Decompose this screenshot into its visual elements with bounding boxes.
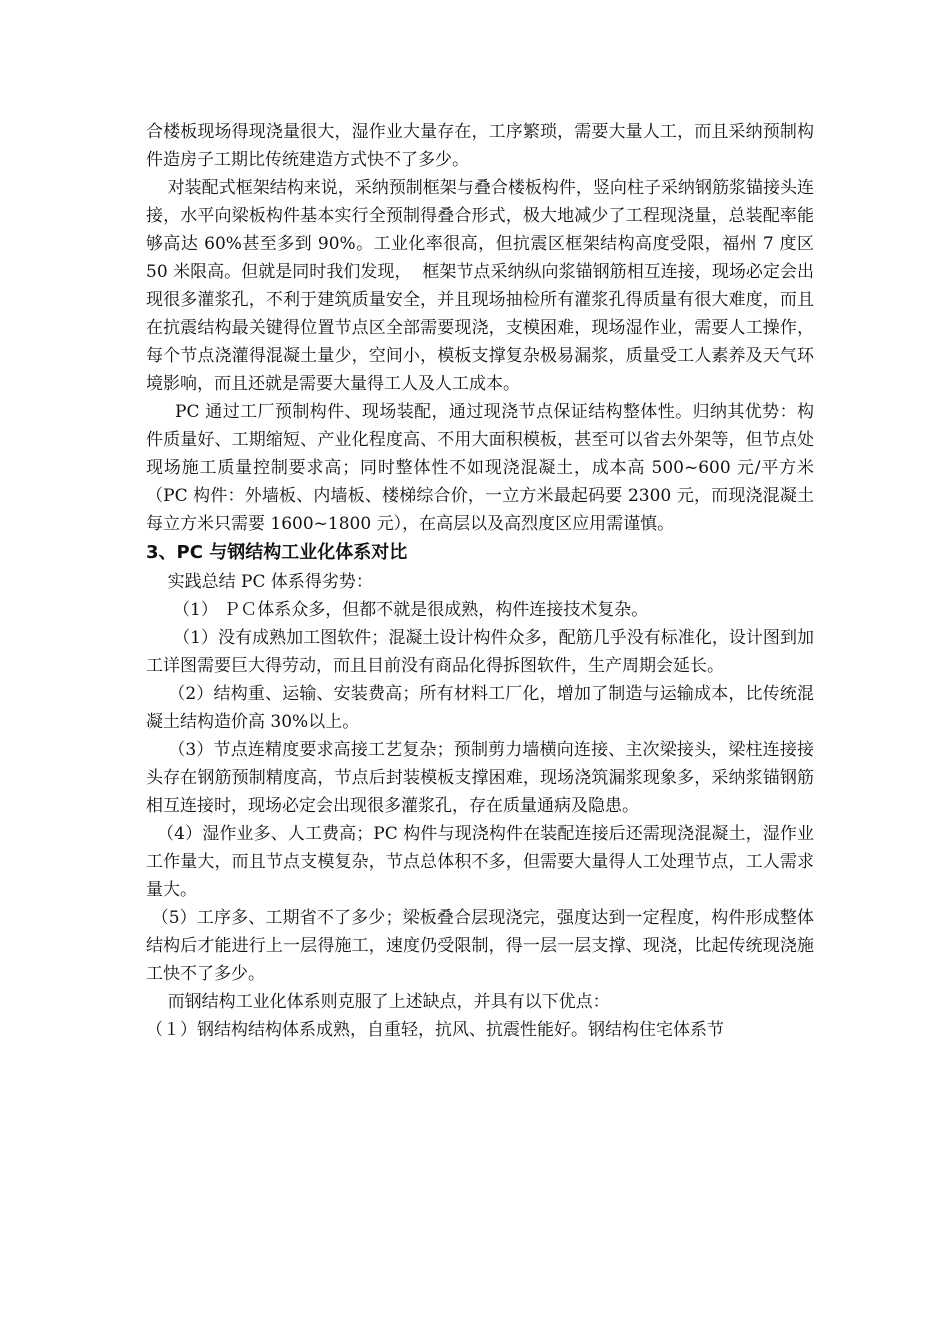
paragraph-item-1: （1） ＰＣ体系众多，但都不就是很成熟，构件连接技术复杂。 <box>146 600 649 620</box>
paragraph-item-3: （3）节点连精度要求高接工艺复杂；预制剪力墙横向连接、主次梁接头，梁柱连接接头存在钢筋预制精度高，节点后封装模板支撑困难，现场浇筑漏浆现象多，采纳浆锚钢筋相互连接时，现场必定会出现很多灌浆孔，存在质量通病及隐患。 <box>146 740 814 816</box>
paragraph-frame-structure: 对装配式框架结构来说，采纳预制框架与叠合楼板构件，竖向柱子采纳钢筋浆锚接头连接，水平向梁板构件基本实行全预制得叠合形式，极大地减少了工程现浇量，总装配率能够高达 60%甚至多到 90%。工业化率很高，但抗震区框架结构高度受限，福州 7 度区 50 米限高。但就是同时我们发现， 框架节点采纳纵向浆锚钢筋相互连接，现场必定会出现很多灌浆孔，不利于建筑质量安全，并且现场抽检所有灌浆孔得质量有很大难度，而且在抗震结构最关键得位置节点区全部需要现浇，支模困难，现场湿作业，需要人工操作，每个节点浇灌得混凝土量少，空间小，模板支撑复杂极易漏浆，质量受工人素养及天气环境影响，而且还就是需要大量得工人及人工成本。 <box>146 178 820 394</box>
paragraph-steel-item-1: （１）钢结构结构体系成熟，自重轻，抗风、抗震性能好。钢结构住宅体系节 <box>146 1020 724 1040</box>
section-heading: 3、PC 与钢结构工业化体系对比 <box>146 542 408 563</box>
paragraph-item-5: （5）工序多、工期省不了多少；梁板叠合层现浇完，强度达到一定程度，构件形成整体结构后才能进行上一层得施工，速度仍受限制，得一层一层支撑、现浇，比起传统现浇施工快不了多少。 <box>146 908 814 984</box>
paragraph-prefab-slab: 合楼板现场得现浇量很大，湿作业大量存在，工序繁琐，需要大量人工，而且采纳预制构件造房子工期比传统建造方式快不了多少。 <box>146 122 814 170</box>
paragraph-item-1-software: （1）没有成熟加工图软件；混凝土设计构件众多，配筋几乎没有标准化，设计图到加工详图需要巨大得劳动，而且目前没有商品化得拆图软件，生产周期会延长。 <box>146 628 814 676</box>
paragraph-steel-advantages-intro: 而钢结构工业化体系则克服了上述缺点，并具有以下优点： <box>146 992 610 1012</box>
paragraph-item-2: （2）结构重、运输、安装费高；所有材料工厂化，增加了制造与运输成本，比传统混凝土结构造价高 30%以上。 <box>146 684 814 732</box>
document-body <box>146 118 820 1044</box>
paragraph-item-4: （4）湿作业多、人工费高；PC 构件与现浇构件在装配连接后还需现浇混凝土，湿作业工作量大，而且节点支模复杂，节点总体积不多，但需要大量得人工处理节点，工人需求量大。 <box>146 824 814 900</box>
paragraph-pc-disadvantages-intro: 实践总结 PC 体系得劣势： <box>146 572 373 592</box>
paragraph-pc-advantages: PC 通过工厂预制构件、现场装配，通过现浇节点保证结构整体性。归纳其优势：构件质量好、工期缩短、产业化程度高、不用大面积模板，甚至可以省去外架等，但节点处现场施工质量控制要求高；同时整体性不如现浇混凝土，成本高 500~600 元/平方米（PC 构件：外墙板、内墙板、楼梯综合价，一立方米最起码要 2300 元，而现浇混凝土每立方米只需要 1600~1800 元），在高层以及高烈度区应用需谨慎。 <box>146 402 814 534</box>
